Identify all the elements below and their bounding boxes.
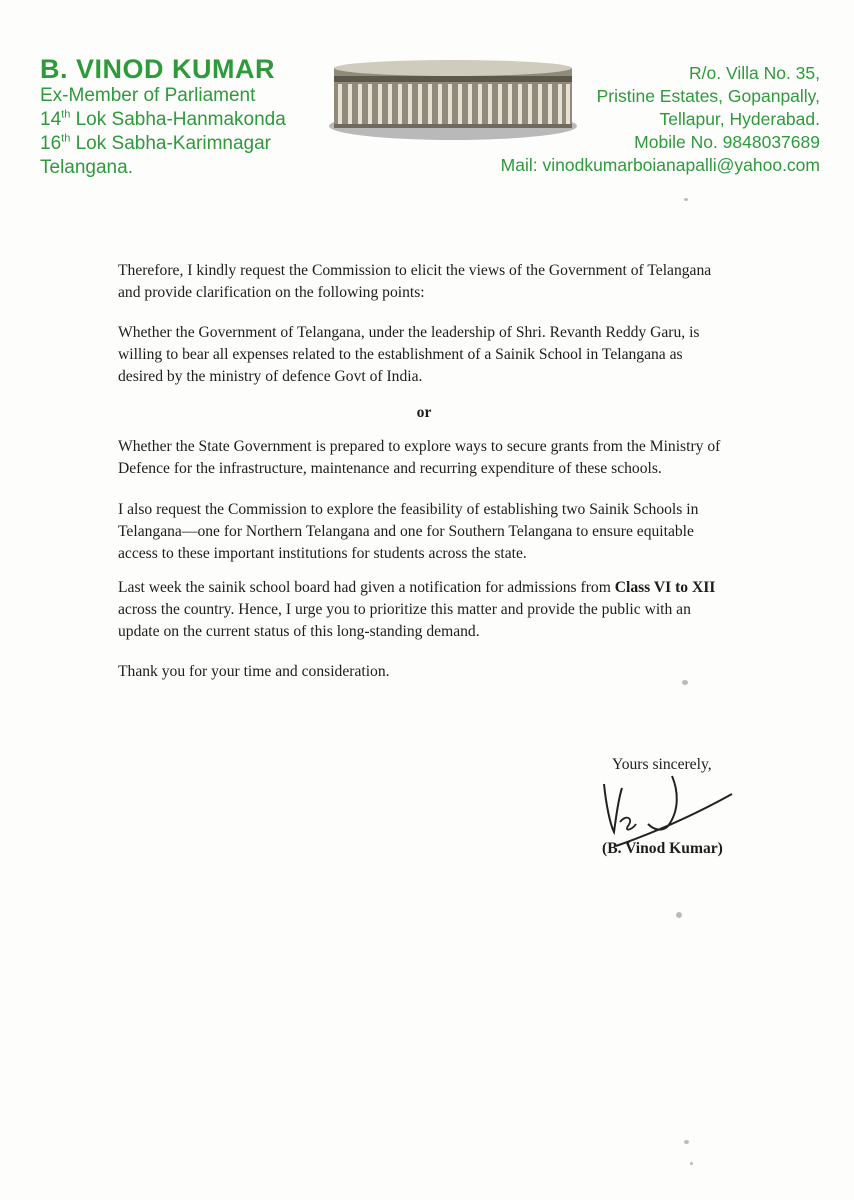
notification-paragraph: Last week the sainik school board had given a notification for admissions from Class VI to XII across the country. Hence, I urge you to prioritize this matter and provide the public with an update on the current status of this long-standing demand. — [118, 579, 716, 640]
feasibility-paragraph: I also request the Commission to explore the feasibility of establishing two Sainik Schools in Telangana—one for Northern Telangana and one for Southern Telangana to ensure equitable access to these important institutions for students across the state. — [118, 501, 699, 562]
or-separator: or — [416, 404, 432, 421]
sender-state: Telangana. — [40, 157, 133, 178]
scan-speck — [676, 912, 682, 918]
address-line-villa: R/o. Villa No. 35, — [689, 63, 820, 83]
class-range: Class VI to XII — [614, 579, 716, 596]
sender-name: B. VINOD KUMAR — [40, 54, 275, 84]
signature-mark — [596, 770, 736, 850]
signer-name: (B. Vinod Kumar) — [602, 840, 723, 857]
letter-body — [118, 260, 730, 683]
scan-speck — [684, 1140, 689, 1144]
letterhead-address — [501, 62, 820, 177]
scan-speck — [684, 198, 688, 201]
address-line-city: Tellapur, Hyderabad. — [659, 109, 820, 129]
lok-sabha-karimnagar: 16th Lok Sabha-Karimnagar — [40, 132, 271, 154]
closing-salutation: Yours sincerely, — [612, 756, 712, 773]
lok-sabha-hanmakonda: 14th Lok Sabha-Hanmakonda — [40, 108, 286, 130]
scan-speck — [690, 1162, 693, 1165]
letterhead-left — [40, 54, 286, 180]
thanks-paragraph: Thank you for your time and consideration. — [118, 663, 390, 680]
point-two-paragraph: Whether the State Government is prepared to explore ways to secure grants from the Ministry of Defence for the infrastructure, maintenance and recurring expenditure of these schools. — [118, 438, 721, 477]
mobile-number: Mobile No. 9848037689 — [634, 132, 820, 152]
address-line-estates: Pristine Estates, Gopanpally, — [596, 86, 820, 106]
point-one-paragraph: Whether the Government of Telangana, under the leadership of Shri. Revanth Reddy Garu, is willing to bear all expenses related to the establishment of a Sainik School in Telangana as desired by the ministry of defence Govt of India. — [118, 324, 700, 385]
email-address: Mail: vinodkumarboianapalli@yahoo.com — [500, 155, 820, 175]
sender-title: Ex-Member of Parliament — [40, 85, 256, 106]
intro-paragraph: Therefore, I kindly request the Commission to elicit the views of the Government of Telangana and provide clarification on the following points: — [118, 262, 712, 301]
scan-speck — [682, 680, 688, 685]
